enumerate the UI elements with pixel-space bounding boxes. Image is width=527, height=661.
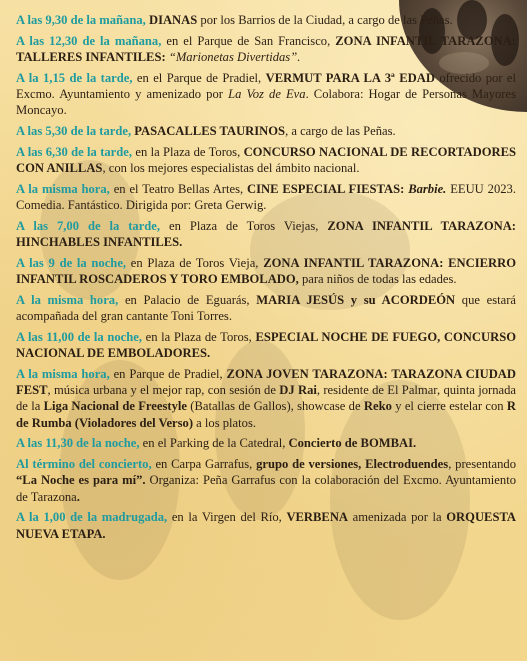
event-entry bbox=[16, 144, 516, 177]
event-text: en Carpa Garrafus, bbox=[151, 457, 257, 471]
event-time: A las 9,30 de la mañana, bbox=[16, 13, 146, 27]
event-text: ESPECIAL NOCHE DE FUEGO, CONCURSO NACIONAL DE EMBOLADORES. bbox=[16, 329, 516, 360]
event-text: Reko bbox=[363, 399, 392, 414]
event-entry bbox=[16, 435, 516, 451]
event-text: en la Virgen del Río, bbox=[167, 510, 287, 525]
event-text: DIANAS bbox=[148, 13, 198, 27]
event-time: A las 6,30 de la tarde, bbox=[16, 144, 133, 159]
event-entry bbox=[16, 366, 516, 432]
event-text: grupo de versiones, Electroduendes bbox=[256, 457, 449, 471]
event-time: A las 9 de la noche, bbox=[16, 255, 127, 270]
event-text: ofrecido por el Excmo. Ayuntamiento y amenizado por bbox=[16, 70, 516, 101]
event-time: A las 5,30 de la tarde, bbox=[16, 124, 132, 138]
event-entry bbox=[16, 218, 516, 251]
event-text: PASACALLES TAURINOS bbox=[134, 124, 286, 138]
event-text: , presentando bbox=[448, 457, 517, 471]
event-entry bbox=[16, 292, 516, 325]
event-text: R de Rumba (Violadores del Verso) bbox=[16, 399, 516, 430]
event-text: CONCURSO NACIONAL DE RECORTADORES CON ANILLAS bbox=[16, 144, 517, 175]
event-text: ZONA JOVEN TARAZONA: TARAZONA CIUDAD FEST bbox=[16, 366, 516, 397]
event-time: A la 1,15 de la tarde, bbox=[16, 70, 133, 85]
event-text: (Batallas de Gallos), showcase de bbox=[186, 399, 364, 414]
event-text: VERBENA bbox=[286, 510, 349, 525]
event-text: para niños de todas las edades. bbox=[298, 272, 457, 286]
event-text: a los platos. bbox=[193, 415, 256, 430]
event-entry bbox=[16, 181, 516, 214]
event-entry bbox=[16, 456, 516, 505]
event-text: Organiza: Peña Garrafus con la colaboración del Excmo. Ayuntamiento de Tarazona bbox=[16, 473, 516, 504]
event-entry bbox=[16, 12, 516, 28]
event-text: amenizada por la bbox=[348, 510, 447, 525]
event-text: CINE ESPECIAL FIESTAS: bbox=[247, 181, 405, 196]
event-text: VERMUT PARA LA 3ª EDAD bbox=[265, 70, 435, 85]
event-entry bbox=[16, 33, 516, 66]
event-text: “La Noche es para mí”. bbox=[16, 473, 146, 488]
event-text: en Plaza de Toros Viejas, bbox=[160, 218, 328, 233]
event-text: , con los mejores especialistas del ámbito nacional. bbox=[102, 161, 360, 175]
event-text: ORQUESTA NUEVA ETAPA. bbox=[16, 510, 517, 541]
event-time: Al término del concierto, bbox=[16, 457, 152, 471]
event-text: . Colabora: Hogar de Personas Mayores Moncayo. bbox=[16, 87, 516, 118]
event-entry bbox=[16, 329, 516, 362]
event-entry bbox=[16, 509, 516, 542]
event-time: A la 1,00 de la madrugada, bbox=[16, 510, 168, 525]
event-entry bbox=[16, 70, 516, 119]
event-time: A la misma hora, bbox=[16, 366, 110, 381]
event-time: A las 7,00 de la tarde, bbox=[16, 218, 161, 233]
event-time: A la misma hora, bbox=[16, 292, 119, 307]
event-text: en Parque de Pradiel, bbox=[109, 366, 227, 381]
event-text: , a cargo de las Peñas. bbox=[285, 124, 396, 138]
event-entry bbox=[16, 255, 516, 288]
event-text: en la Plaza de Toros, bbox=[142, 329, 256, 344]
event-text: DJ Rai bbox=[279, 383, 317, 397]
event-text: EEUU 2023. Comedia. Fantástico. Dirigida por: Greta Gerwig. bbox=[16, 181, 516, 212]
event-entry bbox=[16, 123, 516, 139]
event-text: La Voz de Eva bbox=[228, 87, 306, 101]
event-list bbox=[16, 12, 516, 546]
event-time: A las 11,00 de la noche, bbox=[16, 329, 142, 344]
event-text: , residente de El Palmar, quinta jornada de la bbox=[16, 383, 516, 414]
event-time: A las 11,30 de la noche, bbox=[16, 436, 140, 451]
event-text: Concierto de BOMBAI. bbox=[288, 436, 417, 451]
event-text: . bbox=[76, 489, 80, 504]
event-text: en el Parking de la Catedral, bbox=[139, 436, 289, 451]
event-text: ZONA INFANTIL TARAZONA: HINCHABLES INFANTILES. bbox=[16, 218, 516, 249]
event-text: y el cierre estelar con bbox=[391, 399, 507, 414]
event-text: por los Barrios de la Ciudad, a cargo de las Peñas. bbox=[197, 13, 453, 27]
event-text: en Plaza de Toros Vieja, bbox=[126, 255, 264, 270]
event-text: en el Parque de San Francisco, bbox=[161, 33, 336, 48]
event-text: en el Parque de Pradiel, bbox=[132, 70, 266, 85]
event-text: en Palacio de Eguarás, bbox=[118, 292, 257, 307]
event-text: “Marionetas Divertidas”. bbox=[168, 50, 301, 64]
event-time: A las 12,30 de la mañana, bbox=[16, 33, 162, 48]
event-text: en el Teatro Bellas Artes, bbox=[109, 181, 248, 196]
event-text: Barbie. bbox=[408, 181, 447, 196]
event-text: que estará acompañada del gran cantante Toni Torres. bbox=[16, 292, 517, 323]
event-text: MARIA JESÚS y su ACORDEÓN bbox=[256, 292, 456, 307]
event-text: , música urbana y el mejor rap, con sesión de bbox=[47, 383, 280, 397]
event-text: ZONA INFANTIL TARAZONA: TALLERES INFANTILES: bbox=[16, 33, 516, 64]
event-time: A la misma hora, bbox=[16, 181, 110, 196]
event-text: Liga Nacional de Freestyle bbox=[43, 399, 187, 414]
event-text: ZONA INFANTIL TARAZONA: ENCIERRO INFANTIL ROSCADEROS Y TORO EMBOLADO, bbox=[16, 255, 516, 286]
event-text: en la Plaza de Toros, bbox=[132, 144, 244, 159]
